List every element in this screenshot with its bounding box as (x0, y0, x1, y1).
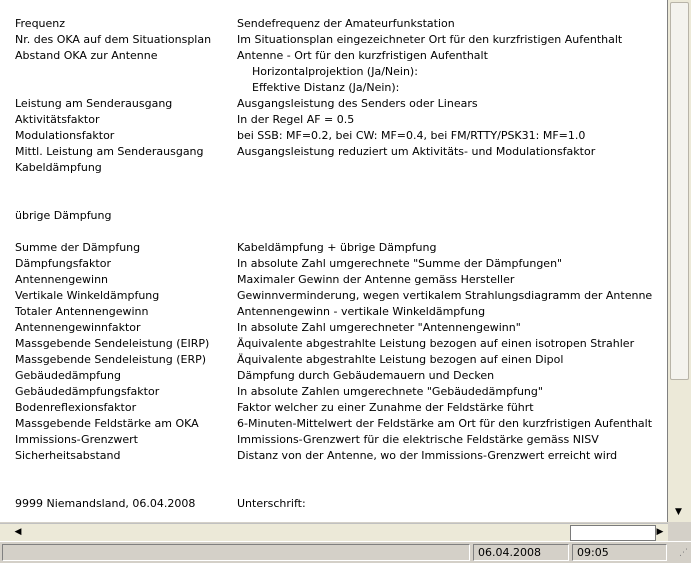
field-label: Bodenreflexionsfaktor (15, 401, 137, 414)
field-label: Leistung am Senderausgang (15, 97, 173, 110)
list-item (0, 112, 667, 128)
field-description: Äquivalente abgestrahlte Leistung bezogen auf einen Dipol (237, 353, 564, 366)
field-description: Faktor welcher zu einer Zunahme der Feldstärke führt (237, 401, 534, 414)
location-date: 9999 Niemandsland, 06.04.2008 (15, 497, 196, 510)
field-label: Kabeldämpfung (15, 161, 102, 174)
list-item (0, 288, 667, 304)
field-description: Ausgangsleistung des Senders oder Linears (237, 97, 478, 110)
list-item (0, 304, 667, 320)
field-label: Gebäudedämpfungsfaktor (15, 385, 160, 398)
field-label: Nr. des OKA auf dem Situationsplan (15, 33, 212, 46)
field-description: In absolute Zahlen umgerechnete "Gebäudedämpfung" (237, 385, 543, 398)
list-item (0, 432, 667, 448)
field-description: In absolute Zahl umgerechnete "Summe der Dämpfungen" (237, 257, 563, 270)
field-description: Gewinnverminderung, wegen vertikalem Strahlungsdiagramm der Antenne (237, 289, 653, 302)
field-label: Massgebende Feldstärke am OKA (15, 417, 199, 430)
field-label: Vertikale Winkeldämpfung (15, 289, 160, 302)
field-label: Abstand OKA zur Antenne (15, 49, 158, 62)
field-label: Immissions-Grenzwert (15, 433, 138, 446)
field-description: Immissions-Grenzwert für die elektrische Feldstärke gemäss NISV (237, 433, 599, 446)
field-description: Ausgangsleistung reduziert um Aktivitäts- und Modulationsfaktor (237, 145, 596, 158)
list-item (0, 144, 667, 160)
list-item (0, 16, 667, 32)
field-label: Aktivitätsfaktor (15, 113, 100, 126)
field-description: Kabeldämpfung + übrige Dämpfung (237, 241, 437, 254)
list-item (0, 384, 667, 400)
field-sub-option: Horizontalprojektion (Ja/Nein): (252, 65, 418, 78)
list-item (0, 256, 667, 272)
list-item (0, 448, 667, 464)
field-description: Im Situationsplan eingezeichneter Ort für den kurzfristigen Aufenthalt (237, 33, 623, 46)
signature-label: Unterschrift: (237, 497, 306, 510)
field-description: Distanz von der Antenne, wo der Immissions-Grenzwert erreicht wird (237, 449, 618, 462)
field-description: In der Regel AF = 0.5 (237, 113, 355, 126)
list-item (0, 272, 667, 288)
scroll-right-arrow-icon[interactable]: ▶ (656, 527, 664, 537)
field-label: Gebäudedämpfung (15, 369, 121, 382)
list-item (0, 64, 667, 80)
horizontal-scroll-thumb[interactable] (570, 525, 656, 541)
vertical-scrollbar[interactable] (668, 0, 691, 522)
field-label: Dämpfungsfaktor (15, 257, 111, 270)
field-label: Antennengewinnfaktor (15, 321, 141, 334)
status-time: 09:05 (572, 544, 667, 561)
list-item (0, 128, 667, 144)
list-item (0, 208, 667, 224)
scroll-left-arrow-icon[interactable]: ◀ (14, 527, 22, 537)
resize-grip-icon[interactable]: ⋰ (679, 548, 688, 558)
field-description: Antenne - Ort für den kurzfristigen Aufenthalt (237, 49, 488, 62)
field-label: Mittl. Leistung am Senderausgang (15, 145, 204, 158)
field-description: Sendefrequenz der Amateurfunkstation (237, 17, 455, 30)
field-label: Sicherheitsabstand (15, 449, 121, 462)
list-item (0, 240, 667, 256)
scroll-down-arrow-icon[interactable]: ▼ (675, 507, 682, 517)
list-item (0, 416, 667, 432)
status-date: 06.04.2008 (473, 544, 569, 561)
field-description: Antennengewinn - vertikale Winkeldämpfung (237, 305, 486, 318)
field-sub-option: Effektive Distanz (Ja/Nein): (252, 81, 400, 94)
signature-row (0, 496, 667, 512)
list-item (0, 48, 667, 64)
field-description: Äquivalente abgestrahlte Leistung bezogen auf einen isotropen Strahler (237, 337, 635, 350)
field-description: In absolute Zahl umgerechneter "Antennengewinn" (237, 321, 521, 334)
field-description: Dämpfung durch Gebäudemauern und Decken (237, 369, 495, 382)
list-item (0, 96, 667, 112)
list-item (0, 336, 667, 352)
status-bar (0, 541, 691, 563)
vertical-scroll-thumb[interactable] (670, 2, 689, 380)
list-item (0, 32, 667, 48)
field-label: Antennengewinn (15, 273, 109, 286)
field-description: 6-Minuten-Mittelwert der Feldstärke am Ort für den kurzfristigen Aufenthalt (237, 417, 653, 430)
status-pane-main (2, 544, 470, 561)
list-item (0, 320, 667, 336)
field-label: Massgebende Sendeleistung (ERP) (15, 353, 207, 366)
field-description: bei SSB: MF=0.2, bei CW: MF=0.4, bei FM/RTTY/PSK31: MF=1.0 (237, 129, 586, 142)
field-label: Totaler Antennengewinn (15, 305, 149, 318)
list-item (0, 80, 667, 96)
list-item (0, 160, 667, 176)
field-label: übrige Dämpfung (15, 209, 112, 222)
field-label: Frequenz (15, 17, 66, 30)
field-label: Massgebende Sendeleistung (EIRP) (15, 337, 210, 350)
field-description: Maximaler Gewinn der Antenne gemäss Hersteller (237, 273, 515, 286)
list-item (0, 352, 667, 368)
list-item (0, 368, 667, 384)
field-label: Modulationsfaktor (15, 129, 115, 142)
list-item (0, 400, 667, 416)
horizontal-scrollbar[interactable] (0, 523, 668, 541)
field-label: Summe der Dämpfung (15, 241, 141, 254)
